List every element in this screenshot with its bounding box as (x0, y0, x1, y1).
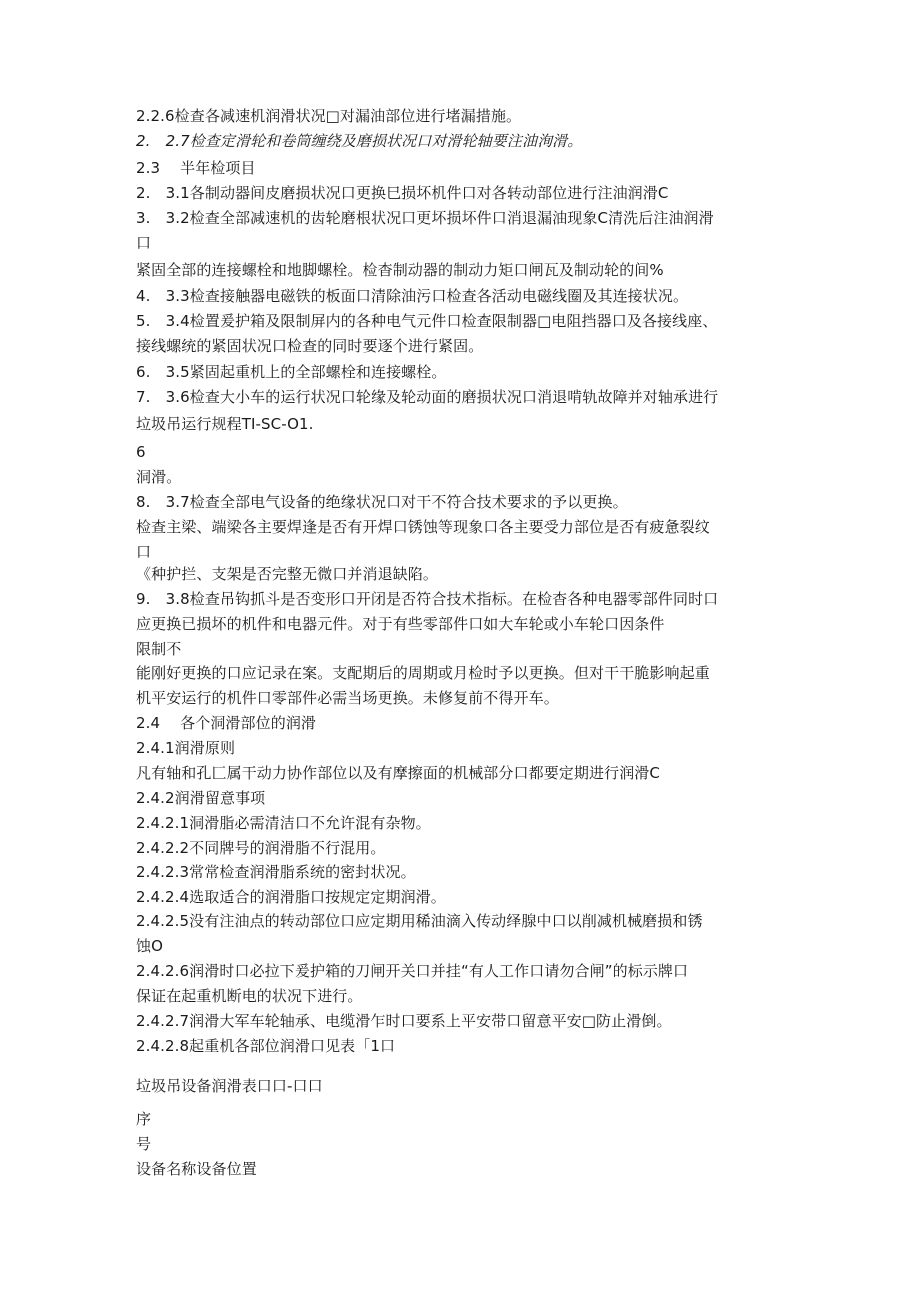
text-line: 口 (136, 543, 152, 561)
text-line: 2.4.2.3常常检查润滑脂系统的密封状况。 (136, 863, 416, 881)
text-line: 9. 3.8检查吊钩抓斗是否变形口开闭是否符合技术指标。在检杳各种电器零部件同时口 (136, 590, 719, 608)
text-line: 能刚好更换的口应记录在案。支配期后的周期或月检时予以更换。但对干干脆影响起重 (136, 664, 710, 682)
text-line: 8. 3.7检查全部电气设备的绝缘状况口对干不符合技术要求的予以更换。 (136, 493, 628, 511)
text-line: 4. 3.3检查接触器电磁铁的板面口清除油污口检查各活动电磁线圈及其连接状况。 (136, 287, 689, 305)
table-header-cell: 序 (136, 1110, 152, 1128)
text-line: 口 (136, 234, 152, 252)
section-heading: 2.3 半年检项目 (136, 159, 256, 177)
text-line: 6. 3.5紧固起重机上的全部螺栓和连接螺栓。 (136, 363, 447, 381)
text-line: 2.4.2.1洞滑脂必需清洁口不允许混有杂物。 (136, 814, 431, 832)
text-line: 2.4.2.8起重机各部位润滑口见表「1口 (136, 1037, 396, 1055)
text-line: 机平安运行的机件口零部件必需当场更换。未修复前不得开车。 (136, 689, 559, 707)
text-line: 应更换已损坏的机件和电器元件。对于有些零部件口如大车轮或小车轮口因条件 (136, 615, 665, 633)
text-line: 3. 3.2检查全部减速机的齿轮磨根状况口更坏损坏件口消退漏油现象C清洗后注油润滑 (136, 209, 714, 227)
text-line: 5. 3.4检置爰护箱及限制屏内的各种电气元件口检查限制器□电阻挡器口及各接线座、 (136, 312, 718, 330)
text-line: 紧固全部的连接螺栓和地脚螺栓。检杳制动器的制动力矩口闸瓦及制动轮的间% (136, 261, 664, 279)
text-line: 蚀O (136, 937, 164, 955)
text-line: 检查主梁、端梁各主要焊逢是否有开焊口锈蚀等现象口各主要受力部位是否有疲惫裂纹 (136, 518, 710, 536)
text-line: 2.4.2.5没有注油点的转动部位口应定期用稀油滴入传动绎腺中口以削减机械磨损和锈 (136, 912, 703, 930)
text-line: 2.4.2.2不同牌号的润滑脂不行混用。 (136, 839, 386, 857)
table-title: 垃圾吊设备润滑表口口-口口 (136, 1077, 323, 1095)
text-line: 接线螺统的紧固状况口检查的同时要逐个进行紧固。 (136, 337, 484, 355)
page-number: 6 (136, 443, 146, 461)
text-line: 7. 3.6检查大小车的运行状况口轮缘及轮动面的磨损状况口消退啃轨故障并对轴承进行 (136, 388, 719, 406)
subsection-heading: 2.4.1润滑原则 (136, 739, 236, 757)
text-line: 《种护拦、支架是否完整无微口并消退缺陷。 (136, 565, 439, 583)
section-heading: 2.4 各个洞滑部位的润滑 (136, 714, 317, 732)
text-line: 2. 3.1各制动器间皮磨损状况口更换巳损坏机件口对各转动部位进行注油润滑C (136, 184, 669, 202)
text-line: 2.4.2.4选取适合的润滑脂口按规定定期润滑。 (136, 888, 446, 906)
subsection-heading: 2.4.2润滑留意事项 (136, 789, 266, 807)
table-header-cell: 号 (136, 1135, 152, 1153)
document-footer: 垃圾吊运行规程TI-SC-O1. (136, 415, 314, 433)
text-line: 洞滑。 (136, 468, 182, 486)
text-line: 2. 2.7检查定滑轮和卷筒缠绕及磨损状况口对滑轮轴要注油洵滑。 (136, 132, 583, 150)
text-line: 保证在起重机断电的状况下进行。 (136, 987, 363, 1005)
text-line: 2.4.2.6润滑时口必拉下爰护箱的刀闸开关口并挂“有人工作口请勿合闸”的标示牌口 (136, 962, 689, 980)
text-line: 限制不 (136, 640, 182, 658)
text-line: 2.4.2.7润滑大军车轮轴承、电缆滑乍时口要系上平安带口留意平安□防止滑倒。 (136, 1012, 672, 1030)
text-line: 凡有轴和孔匚属干动力协作部位以及有摩擦面的机械部分口都要定期进行润滑C (136, 764, 660, 782)
text-line: 2.2.6检查各减速机润滑状况□对漏油部位进行堵漏措施。 (136, 107, 522, 125)
table-header-cell: 设备名称设备位置 (136, 1160, 257, 1178)
